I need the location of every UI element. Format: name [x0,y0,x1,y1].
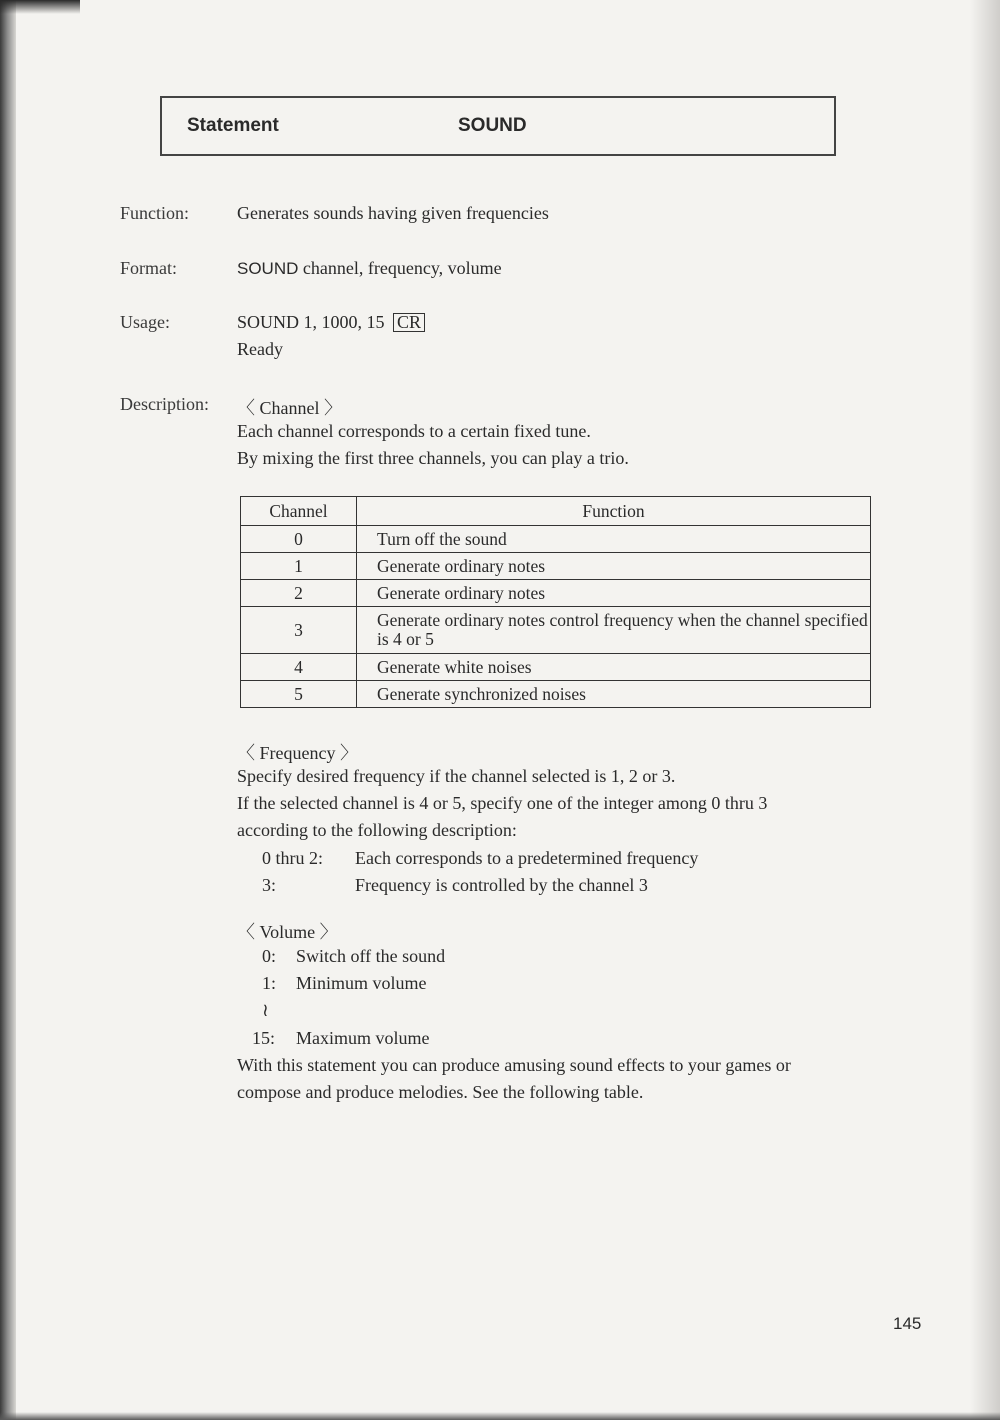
table-cell-function: Generate ordinary notes [357,580,871,607]
channel-line: By mixing the first three channels, you can play a trio. [237,448,629,468]
channel-table [240,496,871,708]
table-cell-channel: 0 [241,526,357,553]
volume-item-text: Maximum volume [296,1028,430,1048]
page-number: 145 [893,1314,922,1333]
usage-command-line [237,312,425,333]
table-row [241,681,871,708]
statement-type-label: Statement [187,115,279,136]
table-row [241,580,871,607]
volume-item-key: 1: [262,973,277,993]
description-label: Description: [120,394,209,414]
table-row [241,654,871,681]
page-edge-shadow [970,0,1000,1420]
table-header-row [241,497,871,526]
table-cell-channel: 1 [241,553,357,580]
statement-header-box [160,96,836,156]
table-row [241,526,871,553]
volume-range-mark: ≀ [262,1000,269,1020]
frequency-item-key: 0 thru 2: [262,848,323,868]
table-cell-channel: 2 [241,580,357,607]
table-header-channel: Channel [241,497,357,526]
table-cell-channel: 4 [241,654,357,681]
table-header-function: Function [357,497,871,526]
table-cell-function: Generate white noises [357,654,871,681]
channel-heading: 〈 Channel 〉 [237,398,342,418]
frequency-item-text: Each corresponds to a predetermined frequency [355,848,699,868]
function-label: Function: [120,203,190,223]
frequency-heading: 〈 Frequency 〉 [237,743,358,763]
frequency-item-text: Frequency is controlled by the channel 3 [355,875,648,895]
format-args: channel, frequency, volume [298,258,502,278]
table-cell-function: Generate ordinary notes [357,553,871,580]
table-cell-function: Generate synchronized noises [357,681,871,708]
volume-item-key: 15: [252,1028,276,1048]
table-row [241,553,871,580]
format-text [237,258,502,279]
bottom-edge-shadow [0,1412,1000,1420]
table-cell-function: Generate ordinary notes control frequency when the channel specified is 4 or 5 [357,607,871,654]
usage-command: SOUND 1, 1000, 15 [237,312,385,332]
closing-line: compose and produce melodies. See the following table. [237,1082,644,1102]
table-cell-function: Turn off the sound [357,526,871,553]
table-cell-channel: 3 [241,607,357,654]
function-text: Generates sounds having given frequencies [237,203,549,223]
frequency-item-key: 3: [262,875,277,895]
closing-line: With this statement you can produce amusing sound effects to your games or [237,1055,791,1075]
frequency-line: If the selected channel is 4 or 5, specify one of the integer among 0 thru 3 [237,793,768,813]
usage-label: Usage: [120,312,170,332]
corner-shadow [0,0,80,14]
volume-item-key: 0: [262,946,277,966]
channel-line: Each channel corresponds to a certain fixed tune. [237,421,591,441]
statement-name: SOUND [458,115,527,136]
format-keyword: SOUND [237,259,299,278]
table-cell-channel: 5 [241,681,357,708]
table-row [241,607,871,654]
cr-key-box: CR [393,313,425,332]
format-label: Format: [120,258,177,278]
volume-heading: 〈 Volume 〉 [237,922,338,942]
usage-response: Ready [237,339,283,359]
frequency-line: Specify desired frequency if the channel selected is 1, 2 or 3. [237,766,676,786]
volume-item-text: Switch off the sound [296,946,446,966]
volume-item-text: Minimum volume [296,973,427,993]
frequency-line: according to the following description: [237,820,517,840]
book-spine-shadow [0,0,16,1420]
